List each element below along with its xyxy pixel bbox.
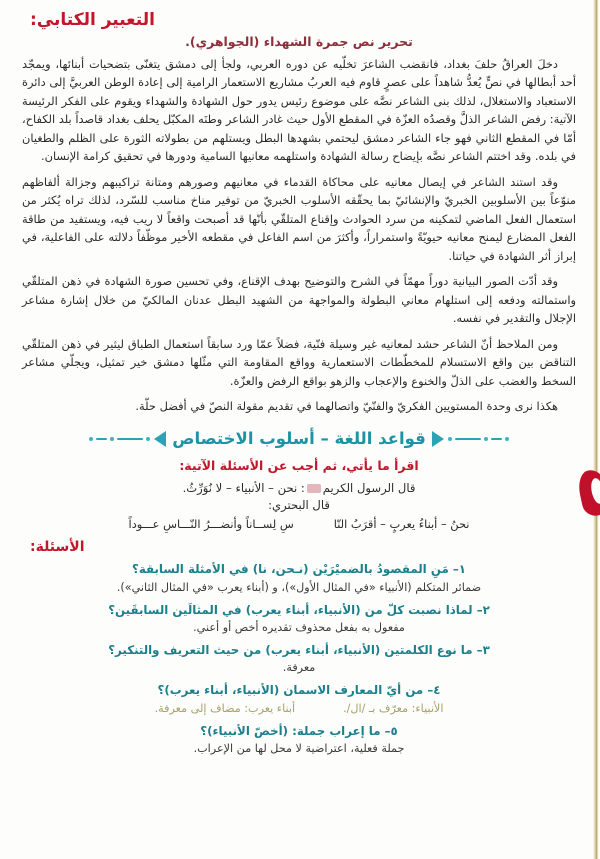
exercise-instruction: اقرأ ما يأتي، ثم أجب عن الأسئلة الآتية: bbox=[179, 458, 419, 474]
poet-attribution: قال البحتري: bbox=[268, 498, 330, 513]
question-answer: مفعول به بفعل محذوف تقديره أخص أو أعني. bbox=[193, 620, 405, 634]
question-number: ٥– bbox=[384, 723, 398, 738]
question-text bbox=[22, 723, 576, 740]
hadith-example bbox=[22, 481, 576, 495]
hadith-prefix: قال الرسول الكريم bbox=[322, 481, 416, 496]
question-answer: ضمائر المتكلم (الأنبياء «في المثال الأول»)، و (أبناء يعرب «في المثال الثاني»). bbox=[116, 580, 482, 594]
body-paragraph: هكذا نرى وحدة المستويين الفكريّ والفنّيّ واتصالهما في تقديم مقولة النصّ في أفضل حلّة. bbox=[135, 398, 558, 413]
page-title: التعبير الكتابي: bbox=[30, 10, 155, 30]
question-number: ٣– bbox=[476, 643, 490, 658]
page-subtitle: تحرير نص جمرة الشهداء (الجواهري). bbox=[185, 34, 413, 49]
question-body: لماذا نصبت كلّ من (الأنبياء، أبناء يعرب) في المثالَين السابقَين؟ bbox=[108, 602, 473, 617]
divider-arrow-left-icon bbox=[154, 431, 166, 447]
body-paragraph: وقد أدّت الصور البيانية دوراً مهمّاً في الشرح والتوضيح بهدف الإقناع، وفي تحسين صورة الشهادة في ذهن المتلقّي واستمالته ودفعه إلى استلهام معاني البطولة والمواجهة من الشهيد البطل عدنان المالكيّ من خلال إشارة مشاعر الإجلال والتقدير في نفسه. bbox=[22, 274, 576, 326]
question-number: ١– bbox=[452, 562, 466, 577]
question-answer bbox=[22, 701, 576, 717]
question-number: ٤– bbox=[427, 683, 441, 698]
body-paragraph: وقد استند الشاعر في إيصال معانيه على محاكاة القدماء في معانيهم وصورهم ومتانة تراكيبهم وجزالة ألفاظهم منوّعاً بين الأسلوبين الخبريّ والإنشائيّ بما يحقّقه الأسلوب الخبريّ من توفير مناخ مناسب للسّرد، لذلك تراه يُكثر من استعمال الفعل الماضي لتمكينه من سرد الحوادث وإقناع المتلقّي بأنّها قد أصبحت واقعاً لا ريب فيه، ويستفيد من طاقة الفعل المضارع ليمنح معانيه حيويّةً واستمراراً، وأكثرَ من اسم الفاعل في مقطعه الأخير موظّفاً دلالته على الفاعلية، في إبراز أثر الشهادة في حياتنا. bbox=[22, 174, 576, 263]
poetry-verse bbox=[22, 517, 576, 531]
verse-second-hemistich: سِ لِســاناً وأنضـــرُ النّـــاسِ عـــوداً bbox=[128, 517, 294, 532]
body-paragraph: ومن الملاحظ أنّ الشاعر حشد لمعانيه غير وسيلة فنّية، فضلاً عمّا ورد سابقاً استعمال الطباق ليثير في ذهن المتلقّي التناقض بين واقع الاستسلام للمخطّطات الاستعمارية وواقع المقاومة التي مثّلها دمشق خير تمثيل، ويجلّي مشاعر السخط والغضب على الذلّ والخنوع والإعجاب والزهو بواقع الرفض والعزّة. bbox=[22, 336, 576, 388]
verse-first-hemistich: نحنُ – أبناءُ يعربٍ – أقرَبُ النّا bbox=[333, 517, 470, 532]
question-text bbox=[22, 602, 576, 619]
question-item bbox=[22, 682, 576, 716]
question-answer: معرفة. bbox=[282, 661, 316, 675]
question-item bbox=[22, 561, 576, 595]
question-answer: جملة فعلية، اعتراضية لا محل لها من الإعراب. bbox=[193, 741, 405, 755]
sallallahu-alayhi-wasallam-icon bbox=[307, 484, 321, 493]
question-text bbox=[22, 642, 576, 659]
question-body: من أيّ المعارف الاسمان (الأنبياء، أبناء يعرب)؟ bbox=[157, 683, 424, 698]
question-item bbox=[22, 602, 576, 636]
question-item bbox=[22, 642, 576, 676]
question-body: ما إعراب جملة: (أخصّ الأنبياء)؟ bbox=[200, 723, 381, 738]
answer-part-two: أبناء يعرب: مضاف إلى معرفة. bbox=[154, 701, 296, 715]
divider-ornament-right-icon bbox=[448, 437, 509, 441]
question-text bbox=[22, 561, 576, 578]
questions-heading: الأسئلة: bbox=[30, 539, 85, 556]
divider-arrow-right-icon bbox=[432, 431, 444, 447]
question-item bbox=[22, 723, 576, 757]
question-body: ما نوع الكلمتين (الأنبياء، أبناء يعرب) من حيث التعريف والتنكير؟ bbox=[108, 643, 473, 658]
divider-ornament-left-icon bbox=[89, 437, 150, 441]
answer-part-one: الأنبياء: معرّف بـ /ال/. bbox=[343, 701, 444, 715]
section-divider bbox=[22, 429, 576, 448]
question-body: مَنِ المقصودُ بالضميْرَيْن (نـحن، نا) في الأمثلة السابقة؟ bbox=[132, 562, 449, 577]
question-number: ٢– bbox=[476, 602, 490, 617]
hadith-text: : نحن – الأنبياء – لا نُوَرِّثُ. bbox=[182, 481, 305, 496]
question-text bbox=[22, 682, 576, 699]
body-paragraph: دخلَ العراقُ حلفَ بغداد، فانقضب الشاعرَ تخلّيه عن دوره العربي، ولجأ إلى دمشق يتغنّى بتضحيات أبنائها، ويمجّد أحد أبطالها في نصٍّ يُعدُّ شاهداً على عصرٍ قاوم فيه العربُ مشاريع الاستعمار الرامية إلى إعادة الوطن العربيَّ إلى دائرة الاستعباد والاستغلال، لذلك بنى الشاعر نصَّه على موضوع رئيس يدور حول الشهادة والشهداء ويقوم على الفكر الرئيسة الآتية: رفض الشاعر الذلَّ وقصدُه العزّة في المقطع الأول حيث غادر الشاعر وطنَه المكبّل يحلف بغداد قاصداً بلد الكفاح، أمّا في المقطع الثاني فهو جاء الشاعر دمشق ليحتمي بشهدها البطل ويستلهم من بطولاته الثورة على الظلم والطغيان في بلده. وقد اختتم الشاعر نصَّه بإيضاح رسالة الشهادة واستلهمه معانيها السامية ودورها في تحقيق كرامة الإنسان. bbox=[22, 57, 576, 164]
section-title: قواعد اللغة – أسلوب الاختصاص bbox=[172, 429, 426, 449]
